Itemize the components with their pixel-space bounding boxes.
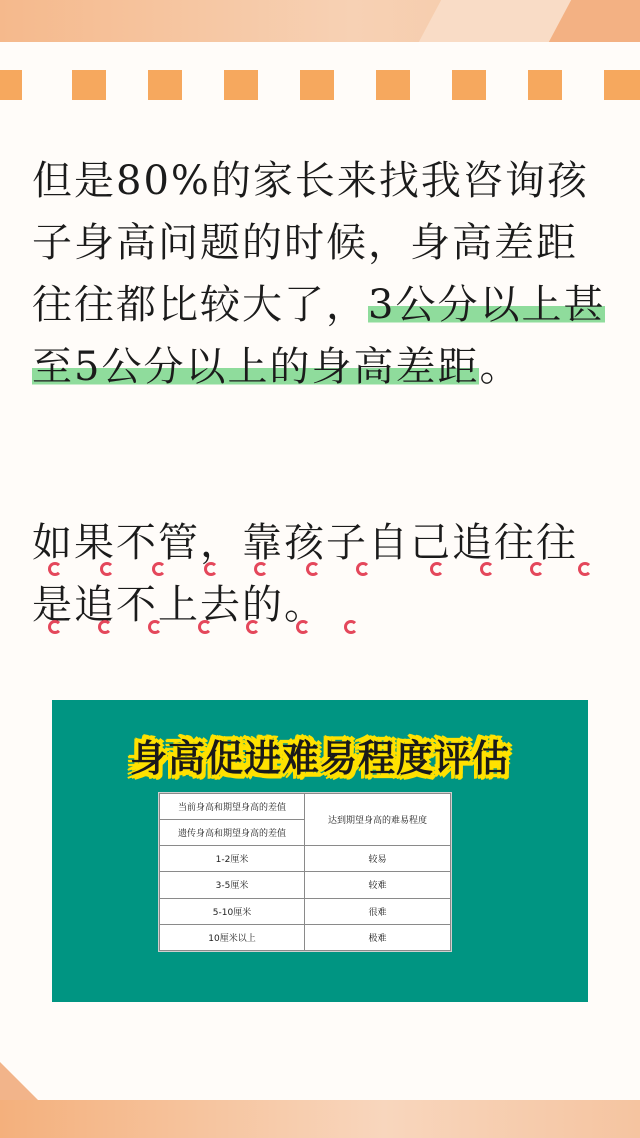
wavy-mark: [530, 562, 544, 576]
assessment-infographic: [52, 700, 588, 1002]
tape-strip: [452, 70, 486, 100]
wavy-mark: [48, 620, 62, 634]
paragraph-2-text: 如果不管，靠孩子自己追往往是追不上去的。: [32, 520, 578, 628]
difficulty-cell: 较难: [305, 872, 451, 898]
wavy-mark: [254, 562, 268, 576]
tape-strip: [528, 70, 562, 100]
tape-strip: [376, 70, 410, 100]
paragraph-1: [32, 150, 612, 398]
difficulty-cell: 很难: [305, 898, 451, 924]
wavy-mark: [344, 620, 358, 634]
wavy-mark: [204, 562, 218, 576]
tape-strip: [148, 70, 182, 100]
tape-strip: [224, 70, 258, 100]
wavy-mark: [98, 620, 112, 634]
table-row: [160, 898, 451, 924]
header-difficulty: 达到期望身高的难易程度: [305, 794, 451, 846]
wavy-mark: [296, 620, 310, 634]
range-cell: 5-10厘米: [160, 898, 305, 924]
table-row: [160, 846, 451, 872]
range-cell: 1-2厘米: [160, 846, 305, 872]
wavy-mark: [246, 620, 260, 634]
header-genetic-diff: 遗传身高和期望身高的差值: [160, 820, 305, 846]
difficulty-cell: 极难: [305, 924, 451, 950]
wavy-emphasis-row-1: [34, 562, 614, 580]
range-cell: 3-5厘米: [160, 872, 305, 898]
tape-strip: [604, 70, 640, 100]
wavy-mark: [48, 562, 62, 576]
wavy-mark: [306, 562, 320, 576]
header-current-diff: 当前身高和期望身高的差值: [160, 794, 305, 820]
wavy-mark: [198, 620, 212, 634]
difficulty-cell: 较易: [305, 846, 451, 872]
paragraph-1-text: 但是80%的家长来找我咨询孩子身高问题的时候，身高差距往往都比较大了，: [32, 158, 589, 328]
wavy-mark: [356, 562, 370, 576]
table-header-row: [160, 794, 451, 820]
tape-strip: [0, 70, 22, 100]
wavy-mark: [100, 562, 114, 576]
tape-strip: [72, 70, 106, 100]
wavy-emphasis-row-2: [34, 620, 614, 638]
wavy-mark: [152, 562, 166, 576]
wavy-mark: [430, 562, 444, 576]
wavy-mark: [578, 562, 592, 576]
table-row: [160, 924, 451, 950]
table-row: [160, 872, 451, 898]
bottom-corner-decoration: [0, 1062, 40, 1102]
infographic-title: 身高促进难易程度评估: [130, 737, 510, 780]
tape-strip: [300, 70, 334, 100]
highlighted-text: 3公分以上甚至5公分以上的身高差距: [32, 282, 606, 390]
bottom-decorative-band: [0, 1100, 640, 1138]
range-cell: 10厘米以上: [160, 924, 305, 950]
paragraph-1-end: 。: [479, 344, 522, 390]
wavy-mark: [148, 620, 162, 634]
difficulty-table: [158, 792, 452, 952]
wavy-mark: [480, 562, 494, 576]
